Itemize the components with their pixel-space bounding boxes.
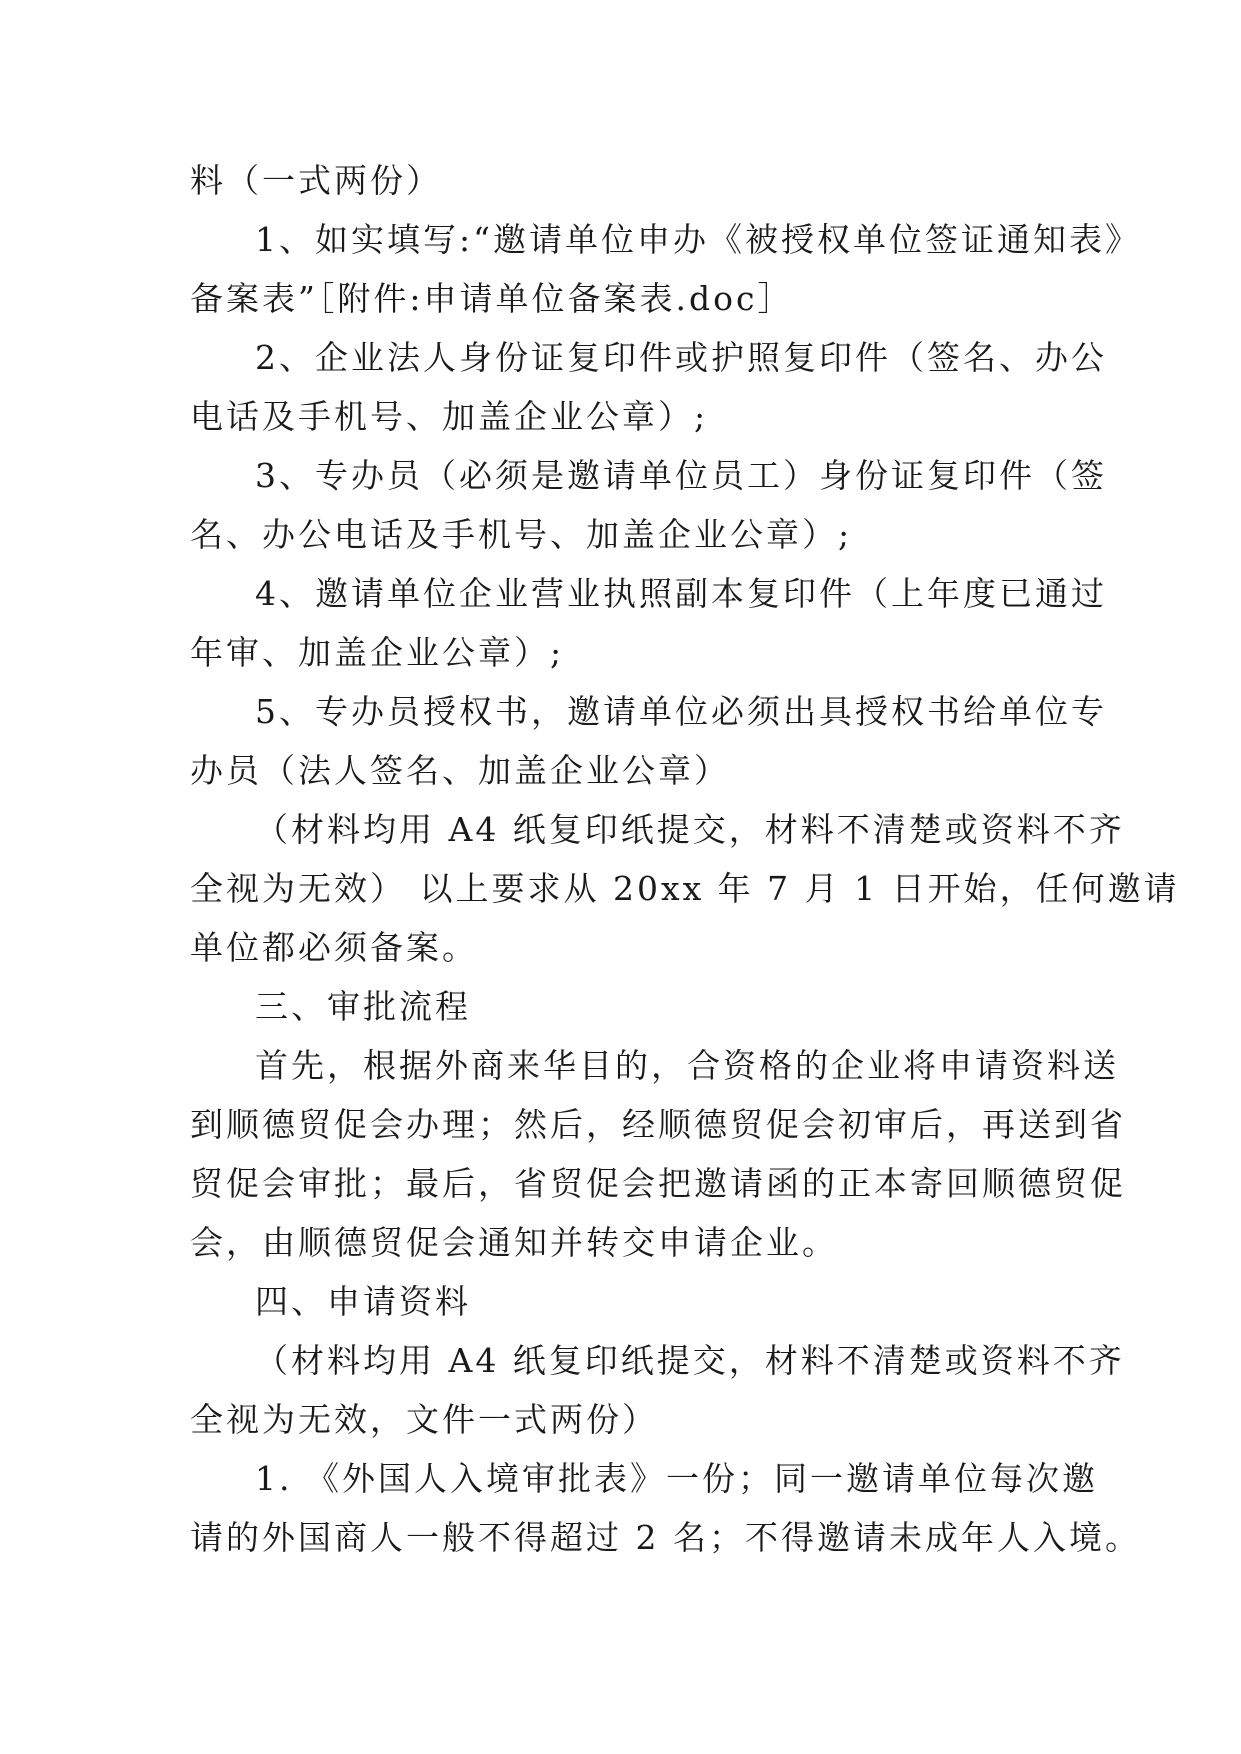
section-heading: 四、申请资料 [255, 1282, 471, 1321]
text-line: 5、专办员授权书，邀请单位必须出具授权书给单位专 [255, 692, 1107, 731]
text-line: 备案表”［附件:申请单位备案表.doc］ [190, 279, 794, 318]
text-line: 请的外国商人一般不得超过 2 名；不得邀请未成年人入境。 [190, 1518, 1141, 1557]
text-line: 料（一式两份） [190, 161, 442, 200]
text-line: 全视为无效） 以上要求从 20xx 年 7 月 1 日开始，任何邀请 [190, 869, 1180, 908]
text-line: 首先，根据外商来华目的，合资格的企业将申请资料送 [255, 1046, 1119, 1085]
text-line: 名、办公电话及手机号、加盖企业公章）; [190, 515, 853, 554]
text-line: 贸促会审批；最后，省贸促会把邀请函的正本寄回顺德贸促 [190, 1164, 1126, 1203]
text-line: 3、专办员（必须是邀请单位员工）身份证复印件（签 [255, 456, 1107, 495]
text-line: 1. 《外国人入境审批表》一份；同一邀请单位每次邀 [255, 1459, 1098, 1498]
section-heading: 三、审批流程 [255, 987, 471, 1026]
text-line: 办员（法人签名、加盖企业公章） [190, 751, 730, 790]
text-line: 1、如实填写:“邀请单位申办《被授权单位签证通知表》 [255, 220, 1141, 259]
text-line: 4、邀请单位企业营业执照副本复印件（上年度已通过 [255, 574, 1107, 613]
text-line: 单位都必须备案。 [190, 928, 478, 967]
text-line: 到顺德贸促会办理；然后，经顺德贸促会初审后，再送到省 [190, 1105, 1126, 1144]
text-line: 2、企业法人身份证复印件或护照复印件（签名、办公 [255, 338, 1107, 377]
text-line: 年审、加盖企业公章）; [190, 633, 565, 672]
text-line: 全视为无效，文件一式两份） [190, 1400, 658, 1439]
text-line: （材料均用 A4 纸复印纸提交，材料不清楚或资料不齐 [255, 1341, 1125, 1380]
text-line: 会，由顺德贸促会通知并转交申请企业。 [190, 1223, 838, 1262]
text-line: （材料均用 A4 纸复印纸提交，材料不清楚或资料不齐 [255, 810, 1125, 849]
text-line: 电话及手机号、加盖企业公章）; [190, 397, 709, 436]
